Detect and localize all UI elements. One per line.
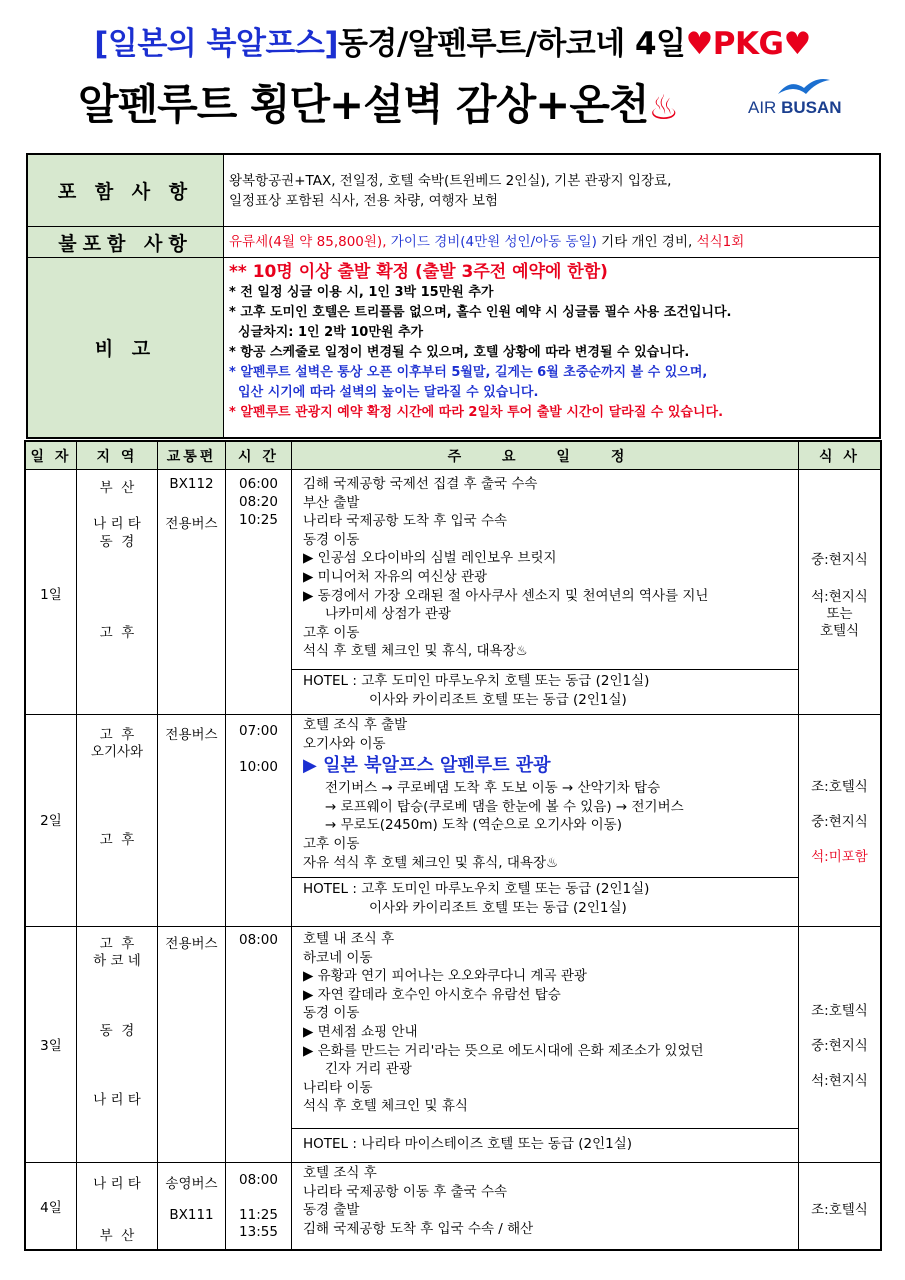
day-label: 3일 bbox=[40, 1038, 62, 1054]
schedule-line: ▶ 동경에서 가장 오래된 절 아사쿠사 센소지 및 천여년의 역사를 지닌 bbox=[303, 587, 709, 604]
transport: 전용버스 bbox=[165, 936, 218, 952]
schedule-highlight: 일본 북알프스 알펜루트 관광 bbox=[323, 755, 551, 777]
meal: 중:현지식 bbox=[811, 814, 868, 830]
schedule-line: 고후 이동 bbox=[303, 624, 360, 641]
time: 08:00 bbox=[239, 1172, 278, 1188]
remark-line: * 항공 스케줄로 일정이 변경될 수 있으며, 호텔 상황에 따라 변경될 수 있습니다. bbox=[229, 345, 690, 360]
play-icon: ▶ bbox=[303, 755, 324, 777]
schedule-line: ▶ 은화를 만드는 거리'라는 뜻으로 에도시대에 은화 제조소가 있었던 bbox=[303, 1042, 704, 1059]
region: 고 후 bbox=[99, 936, 135, 952]
header-meals: 식 사 bbox=[799, 442, 880, 470]
region: 나 리 타 bbox=[93, 516, 141, 532]
transport: BX112 bbox=[169, 476, 214, 492]
time: 10:00 bbox=[239, 759, 278, 775]
region: 나 리 타 bbox=[93, 1092, 141, 1108]
seagull-icon bbox=[776, 76, 832, 100]
title-main: 동경/알펜루트/하코네 4일 bbox=[338, 26, 686, 62]
header-region: 지 역 bbox=[77, 442, 157, 470]
page-title bbox=[0, 18, 905, 63]
schedule-line: 호텔 조식 후 bbox=[303, 1165, 377, 1181]
schedule bbox=[303, 475, 708, 661]
airline-air: AIR bbox=[748, 98, 777, 117]
schedule-line: → 로프웨이 탑승(쿠로베 댐을 한눈에 볼 수 있음) → 전기버스 bbox=[325, 798, 684, 815]
schedule-line: 호텔 조식 후 출발 bbox=[303, 717, 408, 733]
excluded-label: 불포함 사항 bbox=[28, 227, 224, 257]
info-box bbox=[26, 153, 881, 439]
region: 오기사와 bbox=[90, 744, 144, 760]
included-value bbox=[225, 171, 879, 211]
time: 07:00 bbox=[239, 723, 278, 739]
header-day: 일 자 bbox=[26, 442, 76, 470]
schedule-line: 나카미세 상점가 관광 bbox=[325, 606, 451, 623]
schedule-line: 전기버스 → 쿠로베댐 도착 후 도보 이동 → 산악기차 탑승 bbox=[325, 780, 661, 797]
schedule-line: 동경 이동 bbox=[303, 531, 360, 548]
airline-logo bbox=[748, 76, 848, 126]
schedule-line: 김해 국제공항 도착 후 입국 수속 / 해산 bbox=[303, 1220, 534, 1237]
schedule-line: 나리타 이동 bbox=[303, 1079, 373, 1096]
excluded-fuel: 유류세(4월 약 85,800원), bbox=[229, 234, 387, 250]
hotel-info bbox=[303, 672, 649, 709]
transport: 송영버스 bbox=[165, 1176, 218, 1192]
meal: 또는 bbox=[826, 606, 853, 622]
meal: 석:현지식 bbox=[811, 589, 868, 605]
time: 11:25 bbox=[239, 1207, 278, 1223]
time: 08:00 bbox=[239, 932, 278, 948]
hotel-line: HOTEL : 나리타 마이스테이즈 호텔 또는 동급 (2인1실) bbox=[303, 1136, 633, 1152]
schedule bbox=[303, 716, 684, 872]
page-subtitle bbox=[78, 72, 678, 132]
included-label: 포 함 사 항 bbox=[28, 155, 224, 226]
schedule-line: ▶ 인공섬 오다이바의 심벌 레인보우 브릿지 bbox=[303, 550, 557, 567]
schedule-line: ▶ 유황과 연기 피어나는 오오와쿠다니 계곡 관광 bbox=[303, 968, 587, 985]
meal-excluded: 석:미포함 bbox=[811, 849, 868, 865]
region: 고 후 bbox=[99, 832, 135, 848]
region: 고 후 bbox=[99, 727, 135, 743]
schedule-line: 동경 출발 bbox=[303, 1202, 360, 1219]
time: 10:25 bbox=[239, 512, 278, 528]
time: 06:00 bbox=[239, 476, 278, 492]
meal: 중:현지식 bbox=[811, 552, 868, 568]
schedule-line: 오기사와 이동 bbox=[303, 735, 386, 752]
hotel-info bbox=[303, 880, 649, 917]
excluded-value bbox=[225, 232, 879, 252]
hotel-info bbox=[303, 1135, 632, 1154]
meal: 조:호텔식 bbox=[811, 1202, 868, 1218]
hotel-line: 이사와 카이리조트 호텔 또는 동급 (2인1실) bbox=[369, 691, 627, 708]
schedule bbox=[303, 1164, 533, 1238]
region: 고 후 bbox=[99, 625, 135, 641]
hotel-line: 이사와 카이리조트 호텔 또는 동급 (2인1실) bbox=[369, 899, 627, 916]
meal: 조:호텔식 bbox=[811, 779, 868, 795]
schedule-line: 자유 석식 후 호텔 체크인 및 휴식, 대욕장♨ bbox=[303, 854, 559, 871]
region: 부 산 bbox=[99, 480, 135, 496]
meal: 호텔식 bbox=[819, 623, 860, 639]
schedule-line: 긴자 거리 관광 bbox=[325, 1061, 412, 1078]
schedule-line: 부산 출발 bbox=[303, 494, 360, 511]
remark-line: * 전 일정 싱글 이용 시, 1인 3박 15만원 추가 bbox=[229, 285, 494, 300]
remarks-value bbox=[225, 261, 879, 423]
onsen-icon: ♨ bbox=[648, 88, 678, 128]
remark-line: * 알펜루트 관광지 예약 확정 시간에 따라 2일차 투어 출발 시간이 달라질 수 있습니다. bbox=[229, 405, 724, 420]
airline-busan: BUSAN bbox=[781, 98, 842, 117]
schedule-line: 석식 후 호텔 체크인 및 휴식, 대욕장♨ bbox=[303, 643, 528, 660]
region: 나 리 타 bbox=[93, 1176, 141, 1192]
schedule-line: 나리타 국제공항 이동 후 출국 수속 bbox=[303, 1183, 508, 1200]
remark-line: ** 10명 이상 출발 확정 (출발 3주전 예약에 한함) bbox=[229, 262, 608, 282]
schedule-line: 나리타 국제공항 도착 후 입국 수속 bbox=[303, 513, 508, 530]
schedule-line: → 무로도(2450m) 도착 (역순으로 오기사와 이동) bbox=[325, 817, 622, 834]
schedule-line: 동경 이동 bbox=[303, 1005, 360, 1022]
time: 08:20 bbox=[239, 494, 278, 510]
day-label: 1일 bbox=[40, 587, 62, 603]
transport: 전용버스 bbox=[165, 516, 218, 532]
schedule-line: 호텔 내 조식 후 bbox=[303, 931, 395, 947]
meal: 중:현지식 bbox=[811, 1038, 868, 1054]
hotel-line: HOTEL : 고후 도미인 마루노우치 호텔 또는 동급 (2인1실) bbox=[303, 881, 650, 897]
schedule-line: 고후 이동 bbox=[303, 835, 360, 852]
included-line: 일정표상 포함된 식사, 전용 차량, 여행자 보험 bbox=[229, 193, 499, 209]
meal: 조:호텔식 bbox=[811, 1003, 868, 1019]
included-line: 왕복항공권+TAX, 전일정, 호텔 숙박(트윈베드 2인실), 기본 관광지 입장료, bbox=[229, 173, 672, 189]
itinerary-table bbox=[24, 440, 882, 1251]
schedule-line: 김해 국제공항 국제선 집결 후 출국 수속 bbox=[303, 476, 538, 492]
title-prefix: [일본의 북알프스] bbox=[94, 26, 338, 62]
schedule-line: ▶ 면세점 쇼핑 안내 bbox=[303, 1023, 418, 1040]
region: 동 경 bbox=[99, 534, 135, 550]
title-pkg: ♥PKG♥ bbox=[685, 26, 811, 62]
header-transport: 교통편 bbox=[158, 442, 225, 470]
meal: 석:현지식 bbox=[811, 1073, 868, 1089]
schedule-line: ▶ 미니어처 자유의 여신상 관광 bbox=[303, 568, 488, 585]
transport: BX111 bbox=[169, 1207, 214, 1223]
remarks-label: 비 고 bbox=[28, 258, 224, 437]
schedule-line: 석식 후 호텔 체크인 및 휴식 bbox=[303, 1098, 468, 1115]
day-label: 4일 bbox=[40, 1200, 62, 1216]
hotel-line: HOTEL : 고후 도미인 마루노우치 호텔 또는 동급 (2인1실) bbox=[303, 673, 650, 689]
excluded-personal: 기타 개인 경비, bbox=[596, 234, 693, 250]
schedule bbox=[303, 930, 704, 1116]
excluded-dinner: 석식1회 bbox=[692, 234, 745, 250]
schedule-line: ▶ 자연 칼데라 호수인 아시호수 유람선 탑승 bbox=[303, 986, 561, 1003]
day-label: 2일 bbox=[40, 813, 62, 829]
remark-line: 싱글차지: 1인 2박 10만원 추가 bbox=[229, 325, 424, 340]
remark-line: * 고후 도미인 호텔은 트리플룸 없으며, 홀수 인원 예약 시 싱글룸 필수 사용 조건입니다. bbox=[229, 305, 732, 320]
subtitle-text: 알펜루트 횡단+설벽 감상+온천 bbox=[78, 80, 649, 129]
transport: 전용버스 bbox=[165, 727, 218, 743]
region: 하 코 네 bbox=[93, 953, 141, 969]
header-time: 시 간 bbox=[226, 442, 291, 470]
region: 동 경 bbox=[99, 1023, 135, 1039]
header-schedule: 주 요 일 정 bbox=[292, 442, 798, 470]
excluded-guide: 가이드 경비(4만원 성인/아동 동일) bbox=[386, 234, 597, 250]
schedule-line: 하코네 이동 bbox=[303, 949, 373, 966]
remark-line: * 알펜루트 설벽은 통상 오픈 이후부터 5월말, 길게는 6월 초중순까지 볼 수 있으며, bbox=[229, 365, 708, 380]
time: 13:55 bbox=[239, 1224, 278, 1240]
remark-line: 입산 시기에 따라 설벽의 높이는 달라질 수 있습니다. bbox=[229, 385, 539, 400]
region: 부 산 bbox=[99, 1228, 135, 1244]
